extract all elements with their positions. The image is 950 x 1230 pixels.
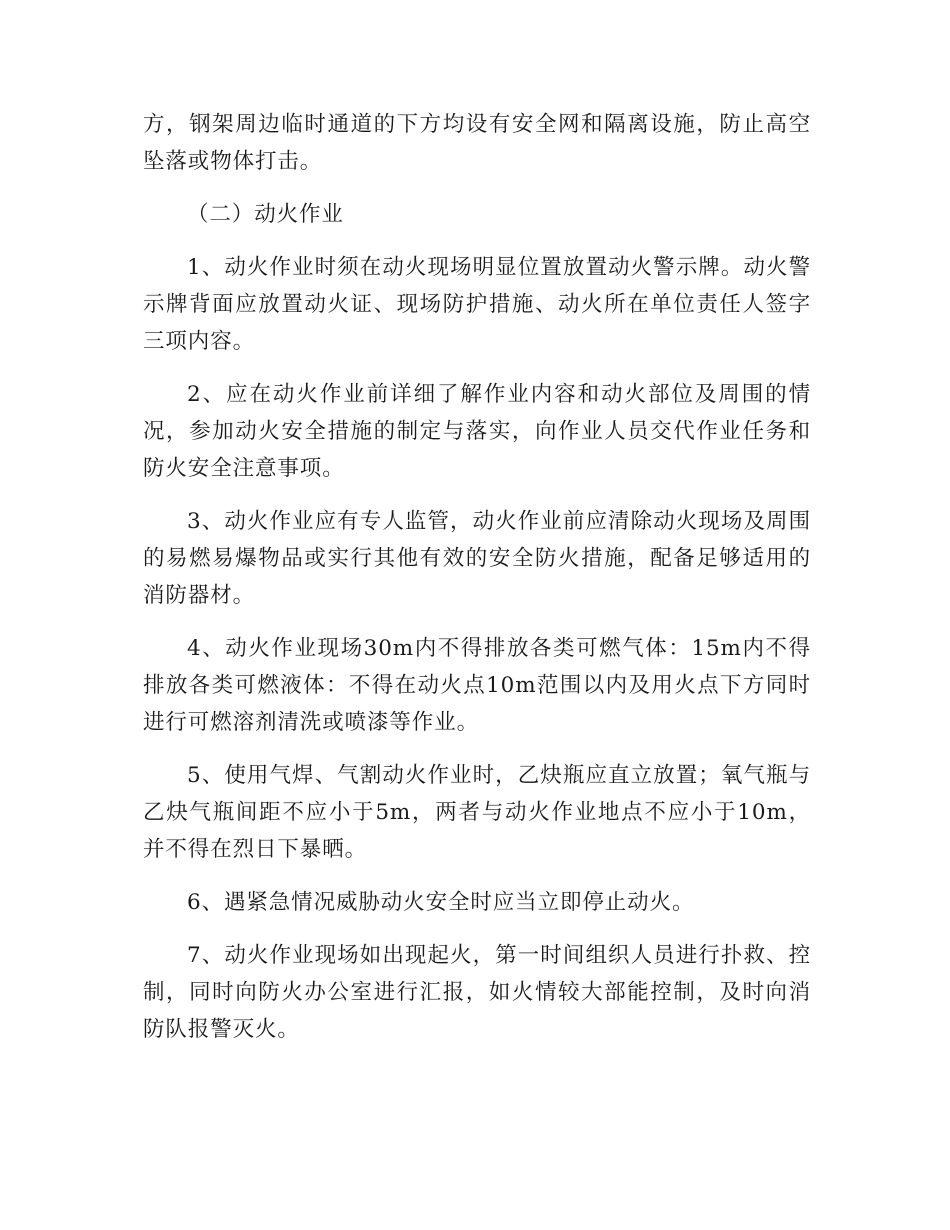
document-page xyxy=(143,106,811,1048)
paragraph-item-6: 6、遇紧急情况威胁动火安全时应当立即停止动火。 xyxy=(187,890,695,915)
section-heading: （二）动火作业 xyxy=(187,202,344,227)
paragraph-item-2: 2、应在动火作业前详细了解作业内容和动火部位及周围的情况，参加动火安全措施的制定与落实，向作业人员交代作业任务和防火安全注意事项。 xyxy=(143,382,811,481)
paragraph-item-1: 1、动火作业时须在动火现场明显位置放置动火警示牌。动火警示牌背面应放置动火证、现场防护措施、动火所在单位责任人签字三项内容。 xyxy=(143,255,811,354)
paragraph-item-3: 3、动火作业应有专人监管，动火作业前应清除动火现场及周围的易燃易爆物品或实行其他有效的安全防火措施，配备足够适用的消防器材。 xyxy=(143,509,811,608)
paragraph-continuation: 方，钢架周边临时通道的下方均设有安全网和隔离设施，防止高空坠落或物体打击。 xyxy=(143,112,811,174)
paragraph-item-5: 5、使用气焊、气割动火作业时，乙炔瓶应直立放置；氧气瓶与乙炔气瓶间距不应小于5m，两者与动火作业地点不应小于10m，并不得在烈日下暴晒。 xyxy=(143,763,811,862)
paragraph-item-7: 7、动火作业现场如出现起火，第一时间组织人员进行扑救、控制，同时向防火办公室进行汇报，如火情较大部能控制，及时向消防队报警灭火。 xyxy=(143,943,811,1042)
paragraph-item-4: 4、动火作业现场30m内不得排放各类可燃气体：15m内不得排放各类可燃液体：不得在动火点10m范围以内及用火点下方同时进行可燃溶剂清洗或喷漆等作业。 xyxy=(143,636,811,735)
